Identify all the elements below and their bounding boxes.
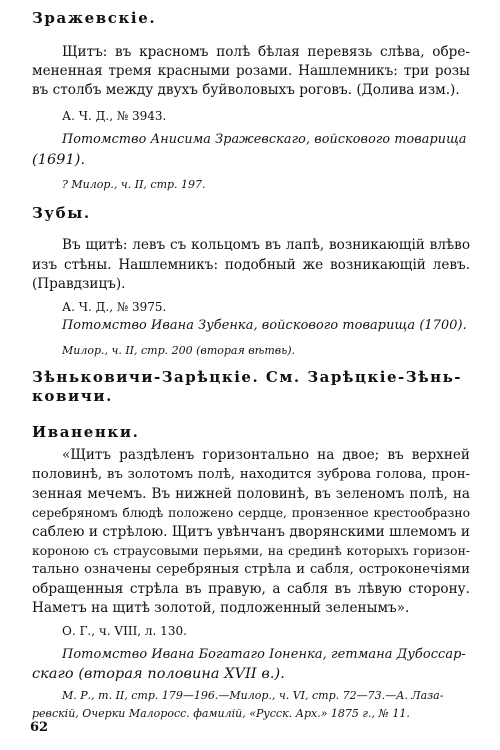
archive-reference: А. Ч. Д., № 3943. bbox=[62, 109, 167, 123]
description-line: Наметъ на щитѣ золотой, подложенный зеленымъ». bbox=[32, 600, 410, 616]
archive-reference: О. Г., ч. VIII, л. 130. bbox=[62, 624, 187, 638]
cross-reference-heading: ковичи. bbox=[32, 387, 113, 405]
lineage-line: (1691). bbox=[32, 152, 86, 168]
description-line: тально означены серебряныя стрѣла и сабля, остроконечіями bbox=[32, 562, 470, 577]
description-line: мененная тремя красными розами. Нашлемникъ: три розы bbox=[32, 63, 470, 79]
description-line: «Щитъ раздѣленъ горизонтально на двое; въ верхней bbox=[62, 447, 470, 463]
page-number: 62 bbox=[30, 720, 49, 735]
description-line: Въ щитѣ: левъ съ кольцомъ въ лапѣ, возникающій влѣво bbox=[62, 237, 470, 253]
entry-heading: Зражевскіе. bbox=[32, 9, 157, 27]
description-line: Щитъ: въ красномъ полѣ бѣлая перевязь слѣва, обре- bbox=[62, 44, 470, 60]
description-line: короною съ страусовыми перьями, на срединѣ которыхъ горизон- bbox=[32, 544, 470, 558]
description-line: половинѣ, въ золотомъ полѣ, находится зуброва голова, прон- bbox=[32, 467, 470, 482]
lineage-line: Потомство Ивана Богатаго Іоненка, гетмана Дубоссар- bbox=[62, 647, 466, 662]
source-citation: ревскій, Очерки Малоросс. фамилій, «Русск. Арх.» 1875 г., № 11. bbox=[32, 707, 410, 720]
lineage-line: Потомство Анисима Зражевскаго, войскового товарища bbox=[62, 132, 467, 147]
source-citation: ? Милор., ч. II, стр. 197. bbox=[62, 178, 206, 191]
description-line: саблею и стрѣлою. Щитъ увѣнчанъ дворянскими шлемомъ и bbox=[32, 524, 470, 540]
description-line: (Правдзицъ). bbox=[32, 276, 126, 292]
description-line: въ столбъ между двухъ буйволовыхъ роговъ. (Долива изм.). bbox=[32, 82, 460, 98]
source-citation: Милор., ч. II, стр. 200 (вторая вѣтвь). bbox=[62, 344, 295, 357]
archive-reference: А. Ч. Д., № 3975. bbox=[62, 300, 167, 314]
description-line: обращенныя стрѣла въ правую, а сабля въ лѣвую сторону. bbox=[32, 581, 470, 597]
description-line: серебряномъ блюдѣ положено сердце, пронзенное крестообразно bbox=[32, 506, 470, 520]
source-citation: М. Р., т. II, стр. 179—196.—Милор., ч. VI, стр. 72—73.—А. Лаза- bbox=[62, 689, 444, 702]
description-line: зенная мечемъ. Въ нижней половинѣ, въ зеленомъ полѣ, на bbox=[32, 486, 470, 502]
entry-heading: Зубы. bbox=[32, 204, 91, 222]
cross-reference-heading: Зѣньковичи-Зарѣцкіе. См. Зарѣцкіе-Зѣнь- bbox=[32, 368, 463, 386]
entry-heading: Иваненки. bbox=[32, 423, 140, 441]
description-line: изъ стѣны. Нашлемникъ: подобный же возникающій левъ. bbox=[32, 257, 470, 273]
lineage-line: Потомство Ивана Зубенка, войскового товарища (1700). bbox=[62, 318, 467, 333]
lineage-line: скаго (вторая половина XVII в.). bbox=[32, 666, 285, 682]
